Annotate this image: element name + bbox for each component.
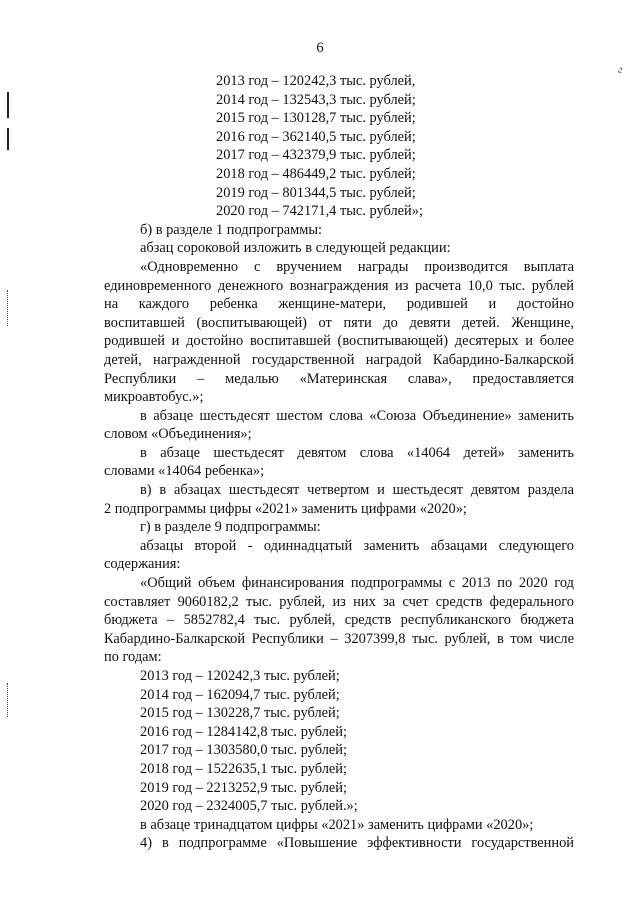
margin-line-mark [7,128,9,150]
year-row: 2014 год – 132543,3 тыс. рублей; [216,91,416,108]
year-row: 2014 год – 162094,7 тыс. рублей; [140,686,340,703]
paragraph-g-abzac-cont: содержания: [104,556,181,573]
quote-line: воспитавшей (воспитывающей) от пяти до девяти детей. Женщине, [104,314,574,331]
quote-line: «Одновременно с вручением награды производится выплата [140,258,574,275]
year-row: 2013 год – 120242,3 тыс. рублей, [216,73,416,89]
paragraph-4: 4) в подпрограмме «Повышение эффективности государственной [140,835,574,852]
paragraph-13: в абзаце тринадцатом цифры «2021» заменить цифрами «2020»; [140,816,534,833]
year-row: 2019 год – 2213252,9 тыс. рублей; [140,779,347,796]
quote-line: микроавтобус.»; [104,389,204,406]
year-row: 2017 год – 1303580,0 тыс. рублей; [140,742,347,759]
quote-line: Республики – медалью «Материнская слава», предоставляется [104,370,574,387]
quote-line: на каждого ребенка женщине-матери, родившей и достойно [104,296,574,313]
quote-financing [104,574,574,667]
year-row: 2019 год – 801344,5 тыс. рублей; [216,184,416,201]
paragraph-69: в абзаце шестьдесят девятом слова «14064 детей» заменить [140,444,574,461]
page-number: 6 [316,40,324,56]
quote-line: единовременного денежного вознаграждения из расчета 10,0 тыс. рублей [104,277,574,294]
paragraph-g: г) в разделе 9 подпрограммы: [140,519,321,536]
margin-dots-mark [7,290,9,326]
paragraph-b-abzac: абзац сороковой изложить в следующей редакции: [140,240,451,257]
quote-line: составляет 9060182,2 тыс. рублей, из них за счет средств федерального [104,593,574,610]
year-row: 2020 год – 742171,4 тыс. рублей»; [216,203,423,220]
year-row: 2013 год – 120242,3 тыс. рублей; [140,668,340,684]
year-row: 2015 год – 130228,7 тыс. рублей; [140,705,340,722]
quote-line: родившей и достойно воспитавшей (воспитывающей) десятерых и более [104,333,574,350]
paragraph-g-abzac: абзацы второй - одиннадцатый заменить абзацами следующего [140,537,574,554]
quote-award [104,258,574,407]
quote-line: бюджета – 5852782,4 тыс. рублей, средств республиканского бюджета [104,612,574,629]
years-list-bottom [104,667,574,816]
paragraph-66-cont: словом «Объединения»; [104,426,252,443]
paragraph-66: в абзаце шестьдесят шестом слова «Союза Объединение» заменить [140,407,574,424]
quote-line: «Общий объем финансирования подпрограммы с 2013 по 2020 год [140,575,574,592]
quote-line: по годам: [104,649,162,666]
year-row: 2016 год – 362140,5 тыс. рублей; [216,128,416,145]
paragraph-b: б) в разделе 1 подпрограммы: [140,221,323,238]
quote-line: Кабардино-Балкарской Республики – 3207399,8 тыс. рублей, в том числе [104,630,574,647]
margin-dots-mark [7,683,9,717]
year-row: 2018 год – 486449,2 тыс. рублей; [216,165,416,182]
margin-line-mark [7,92,9,118]
edge-mark: г [618,62,623,76]
year-row: 2015 год – 130128,7 тыс. рублей; [216,110,416,127]
paragraph-v: в) в абзацах шестьдесят четвертом и шестьдесят девятом раздела [140,482,574,499]
years-list-top [104,72,574,221]
document-body [104,72,574,853]
paragraph-69-cont: словами «14064 ребенка»; [104,463,265,480]
quote-line: детей, награжденной государственной наградой Кабардино-Балкарской [104,351,574,368]
year-row: 2016 год – 1284142,8 тыс. рублей; [140,723,347,740]
year-row: 2020 год – 2324005,7 тыс. рублей.»; [140,798,358,815]
paragraph-v-cont: 2 подпрограммы цифры «2021» заменить цифрами «2020»; [104,500,467,517]
year-row: 2017 год – 432379,9 тыс. рублей; [216,147,416,164]
year-row: 2018 год – 1522635,1 тыс. рублей; [140,760,347,777]
